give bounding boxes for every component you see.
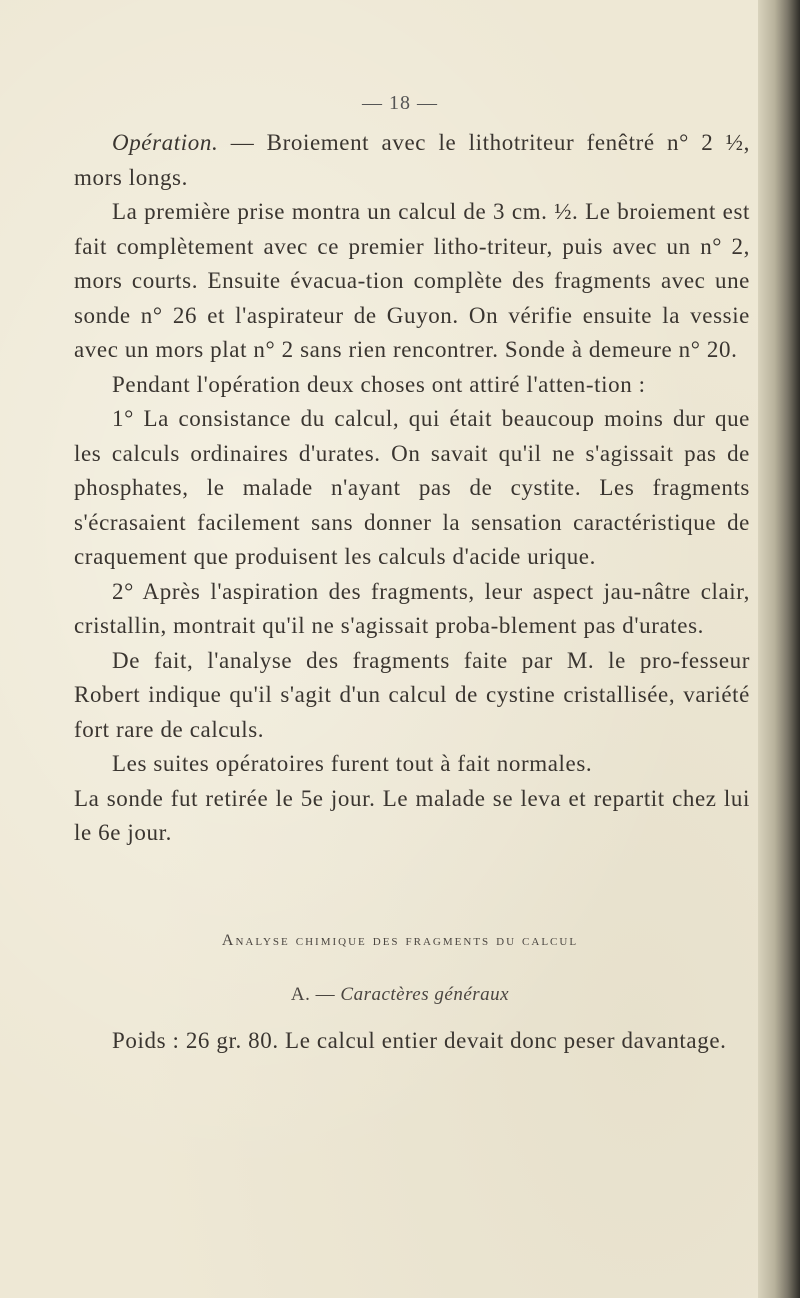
book-binding-shadow	[758, 0, 800, 1298]
paragraph-aspect: 2° Après l'aspiration des fragments, leur aspect jau-nâtre clair, cristallin, montrait qu'il ne s'agissait proba-blement pas d'urates.	[74, 578, 750, 638]
weight-text-block	[74, 1024, 750, 1059]
paragraph-operation	[74, 126, 750, 195]
subsection-title: Caractères généraux	[340, 984, 510, 1005]
operation-label: Opération.	[112, 130, 219, 155]
body-text	[74, 126, 750, 851]
paragraph-discharge: La sonde fut retirée le 5e jour. Le malade se leva et repartit chez lui le 6e jour.	[74, 785, 750, 845]
paragraph-weight: Poids : 26 gr. 80. Le calcul entier devait donc peser davantage.	[112, 1028, 727, 1053]
paragraph-attention: Pendant l'opération deux choses ont attiré l'atten-tion :	[112, 371, 646, 397]
operation-text: — Broiement avec le lithotriteur fenêtré n° 2 ½, mors longs.	[74, 130, 750, 190]
section-heading: Analyse chimique des fragments du calcul	[221, 932, 579, 949]
paragraph-consistency: 1° La consistance du calcul, qui était beaucoup moins dur que les calculs ordinaires d'urates. On savait qu'il ne s'agissait pas de phosphates, le malade n'ayant pas de cystite. Les fragments s'écrasaient facilement sans donner la sensation caractéristique de craquement que produisent les calculs d'acide urique.	[74, 406, 750, 569]
page-number: — 18 —	[362, 92, 438, 114]
subsection-heading	[0, 984, 800, 1006]
paragraph-postop: Les suites opératoires furent tout à fait normales.	[112, 751, 593, 776]
paragraph-first-grip: La première prise montra un calcul de 3 cm. ½. Le broiement est fait complètement avec ce premier litho-triteur, puis avec un n° 2, mors courts. Ensuite évacua-tion complète des fragments avec une sonde n° 26 et l'aspirateur de Guyon. On vérifie ensuite la vessie avec un mors plat n° 2 sans rien rencontrer. Sonde à demeure n° 20.	[74, 199, 750, 362]
paragraph-analysis: De fait, l'analyse des fragments faite par M. le pro-fesseur Robert indique qu'il s'agit d'un calcul de cystine cristallisée, variété fort rare de calculs.	[74, 647, 750, 742]
subsection-prefix: A. —	[290, 984, 341, 1005]
